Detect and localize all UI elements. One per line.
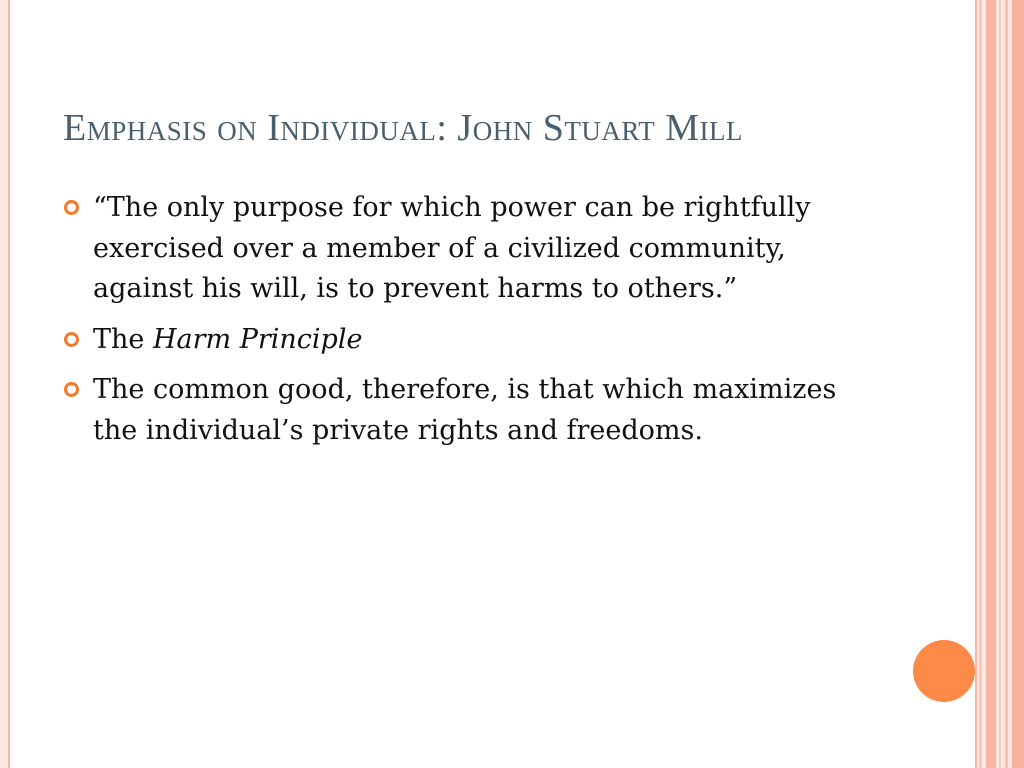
bullet-circle-icon [64, 200, 79, 215]
bullet-circle-icon [64, 382, 79, 397]
bullet-item-common-good [63, 370, 883, 451]
decorative-stripe [1012, 0, 1024, 768]
bullet-text: The common good, therefore, is that which maximizes the individual’s private rights and freedoms. [93, 374, 837, 446]
slide-title: Emphasis on Individual: John Stuart Mill [63, 107, 743, 149]
bullet-item-harm-principle [63, 320, 883, 361]
decorative-stripe [986, 0, 996, 768]
decorative-stripe [999, 0, 1001, 768]
bullet-list [63, 188, 883, 461]
bullet-item-quote [63, 188, 883, 310]
bullet-text: “The only purpose for which power can be rightfully exercised over a member of a civilized community, against his will, is to prevent harms to others.” [93, 192, 811, 304]
bullet-circle-icon [64, 332, 79, 347]
decorative-stripe [1005, 0, 1008, 768]
bullet-text-emphasis: Harm Principle [152, 323, 363, 355]
orange-circle-decoration [913, 640, 975, 702]
bullet-text-prefix: The [93, 323, 153, 355]
decorative-stripe [979, 0, 982, 768]
